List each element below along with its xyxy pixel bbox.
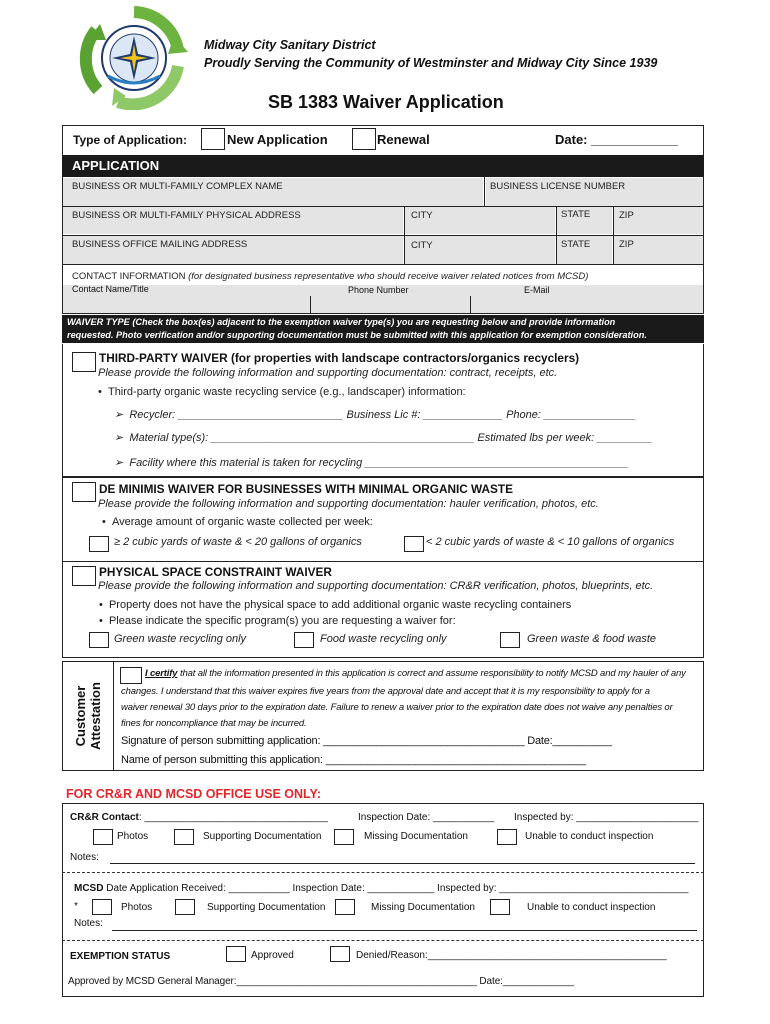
office-dashed-divider-2 (62, 940, 704, 941)
physical-space-instructions: Please provide the following information and supporting documentation: CR&R verification, photos, blueprints, etc. (98, 580, 654, 592)
new-application-checkbox[interactable] (201, 128, 225, 150)
de-minimis-waiver-checkbox[interactable] (72, 482, 96, 502)
green-waste-only-checkbox[interactable] (89, 632, 109, 648)
submitter-name-field[interactable]: Name of person submitting this application: ____________________________________________ (121, 754, 586, 766)
contact-info-label: CONTACT INFORMATION (for designated business representative who should receive waiver related notices from MCSD) (72, 271, 589, 282)
mcsd-date-received-field[interactable]: MCSD Date Application Received: ___________ Inspection Date: ____________ Inspected by: __________________________________ (74, 883, 689, 894)
third-party-instructions: Please provide the following information and supporting documentation: contract, receipts, etc. (98, 367, 558, 379)
mcsd-missing-doc-label: Missing Documentation (371, 902, 475, 913)
denied-reason-field[interactable]: Denied/Reason:___________________________________________ (356, 950, 667, 961)
third-party-bullet: • Third-party organic waste recycling service (e.g., landscaper) information: (98, 386, 466, 398)
mcsd-supporting-doc-label: Supporting Documentation (207, 902, 326, 913)
physical-space-waiver-title: PHYSICAL SPACE CONSTRAINT WAIVER (99, 565, 332, 579)
crr-inspected-by-field[interactable]: Inspected by: ______________________ (514, 812, 699, 823)
green-and-food-waste-checkbox[interactable] (500, 632, 520, 648)
crr-supporting-doc-checkbox[interactable] (174, 829, 194, 845)
food-waste-only-label: Food waste recycling only (320, 633, 447, 645)
approved-label: Approved (251, 950, 294, 961)
denied-checkbox[interactable] (330, 946, 350, 962)
mcsd-notes-label: Notes: (74, 918, 103, 929)
green-waste-only-label: Green waste recycling only (114, 633, 247, 645)
business-name-label: BUSINESS OR MULTI-FAMILY COMPLEX NAME (72, 181, 283, 192)
mcsd-notes-line[interactable] (112, 930, 697, 931)
certify-checkbox[interactable] (120, 667, 142, 684)
crr-notes-label: Notes: (70, 852, 99, 863)
physical-space-waiver-checkbox[interactable] (72, 566, 96, 586)
certify-line-4: fines for noncompliance that may be incurred. (121, 718, 307, 729)
crr-contact-field[interactable]: CR&R Contact: _________________________________ (70, 812, 328, 823)
third-party-waiver-checkbox[interactable] (72, 352, 96, 372)
certify-line-1: I certify that all the information presented in this application is correct and assume responsibility to notify MCSD and my hauler of any (145, 668, 686, 679)
waiver-type-line-2: requested. Photo verification and/or supporting documentation must be submitted with this application for exemption consideration. (67, 330, 647, 340)
recycler-field[interactable]: ➢ Recycler: ___________________________ Business Lic #: _____________ Phone: _______________ (114, 409, 636, 421)
zip-label-2: ZIP (619, 239, 634, 250)
de-minimis-option-1-label: ≥ 2 cubic yards of waste & < 20 gallons of organics (114, 536, 362, 548)
crr-missing-doc-label: Missing Documentation (364, 831, 468, 842)
office-use-heading: FOR CR&R AND MCSD OFFICE USE ONLY: (66, 787, 322, 801)
mailing-address-label: BUSINESS OFFICE MAILING ADDRESS (72, 239, 248, 250)
crr-inspection-date-field[interactable]: Inspection Date: ___________ (358, 812, 495, 823)
de-minimis-option-1-checkbox[interactable] (89, 536, 109, 552)
district-logo (78, 6, 190, 110)
third-party-waiver-title: THIRD-PARTY WAIVER (for properties with landscape contractors/organics recyclers) (99, 351, 580, 365)
approved-by-field[interactable]: Approved by MCSD General Manager:____________________________________________ Date:_____________ (68, 976, 574, 987)
crr-supporting-doc-label: Supporting Documentation (203, 831, 322, 842)
crr-unable-label: Unable to conduct inspection (525, 831, 654, 842)
de-minimis-bullet: • Average amount of organic waste collected per week: (102, 516, 373, 528)
crr-missing-doc-checkbox[interactable] (334, 829, 354, 845)
approved-checkbox[interactable] (226, 946, 246, 962)
de-minimis-option-2-label: < 2 cubic yards of waste & < 10 gallons of organics (426, 536, 675, 548)
physical-address-label: BUSINESS OR MULTI-FAMILY PHYSICAL ADDRESS (72, 210, 301, 221)
mcsd-missing-doc-checkbox[interactable] (335, 899, 355, 915)
de-minimis-waiver-title: DE MINIMIS WAIVER FOR BUSINESSES WITH MINIMAL ORGANIC WASTE (99, 482, 513, 496)
state-label-2: STATE (561, 239, 591, 250)
document-title: SB 1383 Waiver Application (268, 92, 504, 112)
zip-label-1: ZIP (619, 210, 634, 221)
application-heading: APPLICATION (72, 158, 160, 173)
food-waste-only-checkbox[interactable] (294, 632, 314, 648)
application-type-label: Type of Application: (73, 133, 187, 147)
crr-unable-checkbox[interactable] (497, 829, 517, 845)
phone-number-label: Phone Number (348, 285, 409, 295)
mcsd-unable-label: Unable to conduct inspection (527, 902, 656, 913)
certify-line-2: changes. I understand that this waiver expires five years from the approval date and accept that it is my responsibility to apply for a (121, 686, 650, 697)
certify-line-3: waiver renewal 30 days prior to the expiration date. Failure to renew a waiver prior to the expiration date does not waive any penalties or (121, 702, 673, 713)
org-tagline: Proudly Serving the Community of Westminster and Midway City Since 1939 (204, 56, 658, 70)
crr-photos-checkbox[interactable] (93, 829, 113, 845)
mcsd-supporting-doc-checkbox[interactable] (175, 899, 195, 915)
office-dashed-divider-1 (62, 872, 704, 873)
green-and-food-waste-label: Green waste & food waste (527, 633, 657, 645)
crr-photos-label: Photos (117, 831, 149, 842)
de-minimis-option-2-checkbox[interactable] (404, 536, 424, 552)
application-date-field[interactable]: Date: ____________ (555, 132, 678, 147)
signature-field[interactable]: Signature of person submitting application: __________________________________ Date:__________ (121, 735, 612, 747)
de-minimis-instructions: Please provide the following information and supporting documentation: hauler verification, photos, etc. (98, 498, 599, 510)
exemption-status-label: EXEMPTION STATUS (70, 951, 171, 962)
mcsd-asterisk: * (74, 901, 78, 912)
org-name: Midway City Sanitary District (204, 38, 376, 52)
mcsd-photos-checkbox[interactable] (92, 899, 112, 915)
city-label-1: CITY (411, 210, 433, 221)
city-label-2: CITY (411, 240, 433, 251)
email-label: E-Mail (524, 285, 550, 295)
facility-field[interactable]: ➢ Facility where this material is taken for recycling ___________________________________________ (114, 457, 629, 469)
physical-space-bullet-1: • Property does not have the physical space to add additional organic waste recycling containers (99, 599, 572, 611)
mcsd-unable-checkbox[interactable] (490, 899, 510, 915)
mcsd-photos-label: Photos (121, 902, 153, 913)
renewal-label: Renewal (377, 132, 430, 147)
waiver-type-line-1: WAIVER TYPE (Check the box(es) adjacent to the exemption waiver type(s) you are requesting below and provide information (67, 317, 616, 327)
crr-notes-line[interactable] (110, 863, 695, 864)
contact-name-label: Contact Name/Title (72, 284, 149, 294)
attestation-side-label: Customer Attestation (72, 682, 103, 750)
physical-space-bullet-2: • Please indicate the specific program(s) you are requesting a waiver for: (99, 615, 456, 627)
new-application-label: New Application (227, 132, 328, 147)
license-number-label: BUSINESS LICENSE NUMBER (490, 181, 626, 192)
state-label-1: STATE (561, 209, 591, 220)
renewal-checkbox[interactable] (352, 128, 376, 150)
material-type-field[interactable]: ➢ Material type(s): ___________________________________________ Estimated lbs per week: _________ (114, 432, 653, 444)
